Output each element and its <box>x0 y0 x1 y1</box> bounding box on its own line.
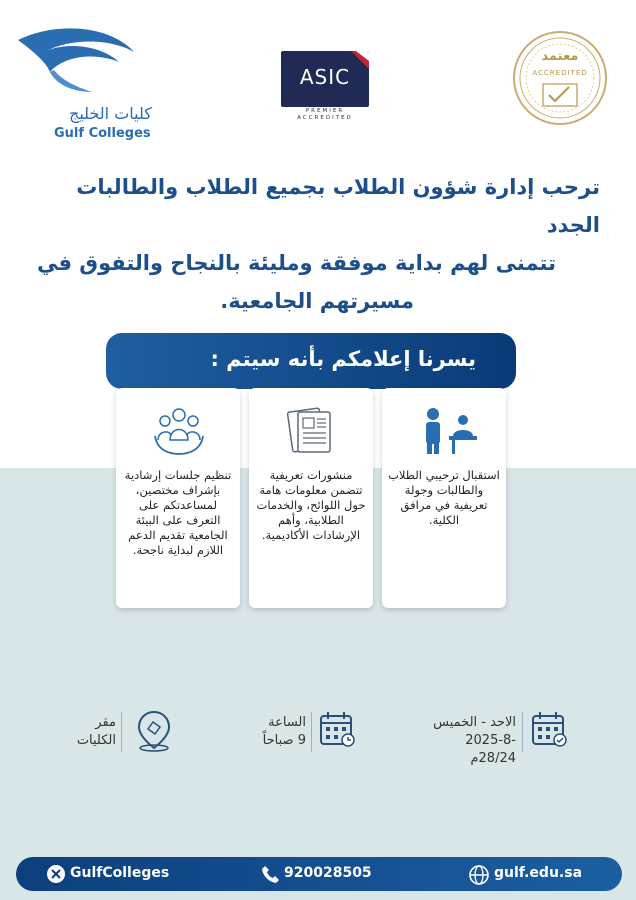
info-divider <box>522 712 523 752</box>
days-dates: 2025-8-28/24م <box>465 733 516 766</box>
asic-name: ASIC <box>299 65 351 89</box>
seal-arabic: معتمد <box>541 49 579 64</box>
welcome-message <box>20 168 600 320</box>
card-sessions-text: تنظيم جلسات إرشادية بإشراف مختصين، لمساعدتكم على التعرف على البيئة الجامعية تقديم الدعم اللازم لبداية ناجحة. <box>124 468 232 557</box>
info-days <box>420 708 580 766</box>
gulf-colleges-logo <box>14 22 164 141</box>
card-publications-text: منشورات تعريفية تتضمن معلومات هامة حول اللوائح، والخدمات الطلابية، وأهم الإرشادات الأكاديمية. <box>256 468 366 542</box>
reception-icon <box>419 406 479 456</box>
activity-card-publications <box>249 388 373 608</box>
card-reception-text: استقبال ترحيبي الطلاب والطالبات وجولة تعريفية في مرافق الكلية. <box>388 468 500 527</box>
place-line-2: الكليات <box>76 733 116 748</box>
days-label: الاحد - الخميس <box>433 715 516 730</box>
activity-card-sessions <box>116 388 240 608</box>
wave-logo-icon <box>14 22 164 102</box>
accreditation-seal <box>511 29 609 127</box>
x-social-icon <box>46 864 66 884</box>
info-divider <box>121 712 122 752</box>
welcome-line-3: مسيرتهم الجامعية. <box>220 289 414 313</box>
announcement-banner <box>106 333 516 389</box>
asic-accredited: ACCREDITED <box>297 115 353 121</box>
info-time <box>250 708 360 754</box>
phone-icon <box>260 864 280 884</box>
contact-footer <box>16 857 622 891</box>
calendar-icon <box>530 710 568 748</box>
seal-ring-icon <box>511 29 609 127</box>
place-text <box>64 714 116 750</box>
asic-logo <box>279 47 371 123</box>
place-line-1: مقر <box>95 715 116 730</box>
banner-text: يسرنا إعلامكم بأنه سيتم : <box>210 347 476 371</box>
globe-icon <box>468 864 490 886</box>
location-pin-icon <box>134 710 174 752</box>
website-link[interactable]: gulf.edu.sa <box>494 865 583 881</box>
people-support-icon <box>153 406 205 460</box>
gulf-logo-english: Gulf Colleges <box>54 126 151 141</box>
seal-english: ACCREDITED <box>532 69 588 77</box>
activity-card-reception <box>382 388 506 608</box>
info-place <box>64 708 184 754</box>
asic-badge <box>281 51 369 107</box>
time-value: 9 صباحاً <box>262 733 306 748</box>
asic-premier: PREMIER <box>305 108 345 114</box>
days-text <box>420 714 516 768</box>
time-label: الساعة <box>268 715 306 730</box>
welcome-line-2: تتمنى لهم بداية موفقة ومليئة بالنجاح والتفوق في <box>36 251 556 275</box>
welcome-line-1: ترحب إدارة شؤون الطلاب بجميع الطلاب والطالبات الجدد <box>76 175 600 237</box>
phone-number[interactable]: 920028505 <box>284 865 372 881</box>
calendar-clock-icon <box>318 710 356 748</box>
info-divider <box>311 712 312 752</box>
gulf-logo-arabic: كليات الخليج <box>69 104 152 123</box>
time-text <box>250 714 306 750</box>
social-handle[interactable]: GulfColleges <box>70 865 170 881</box>
document-icon <box>286 406 336 456</box>
